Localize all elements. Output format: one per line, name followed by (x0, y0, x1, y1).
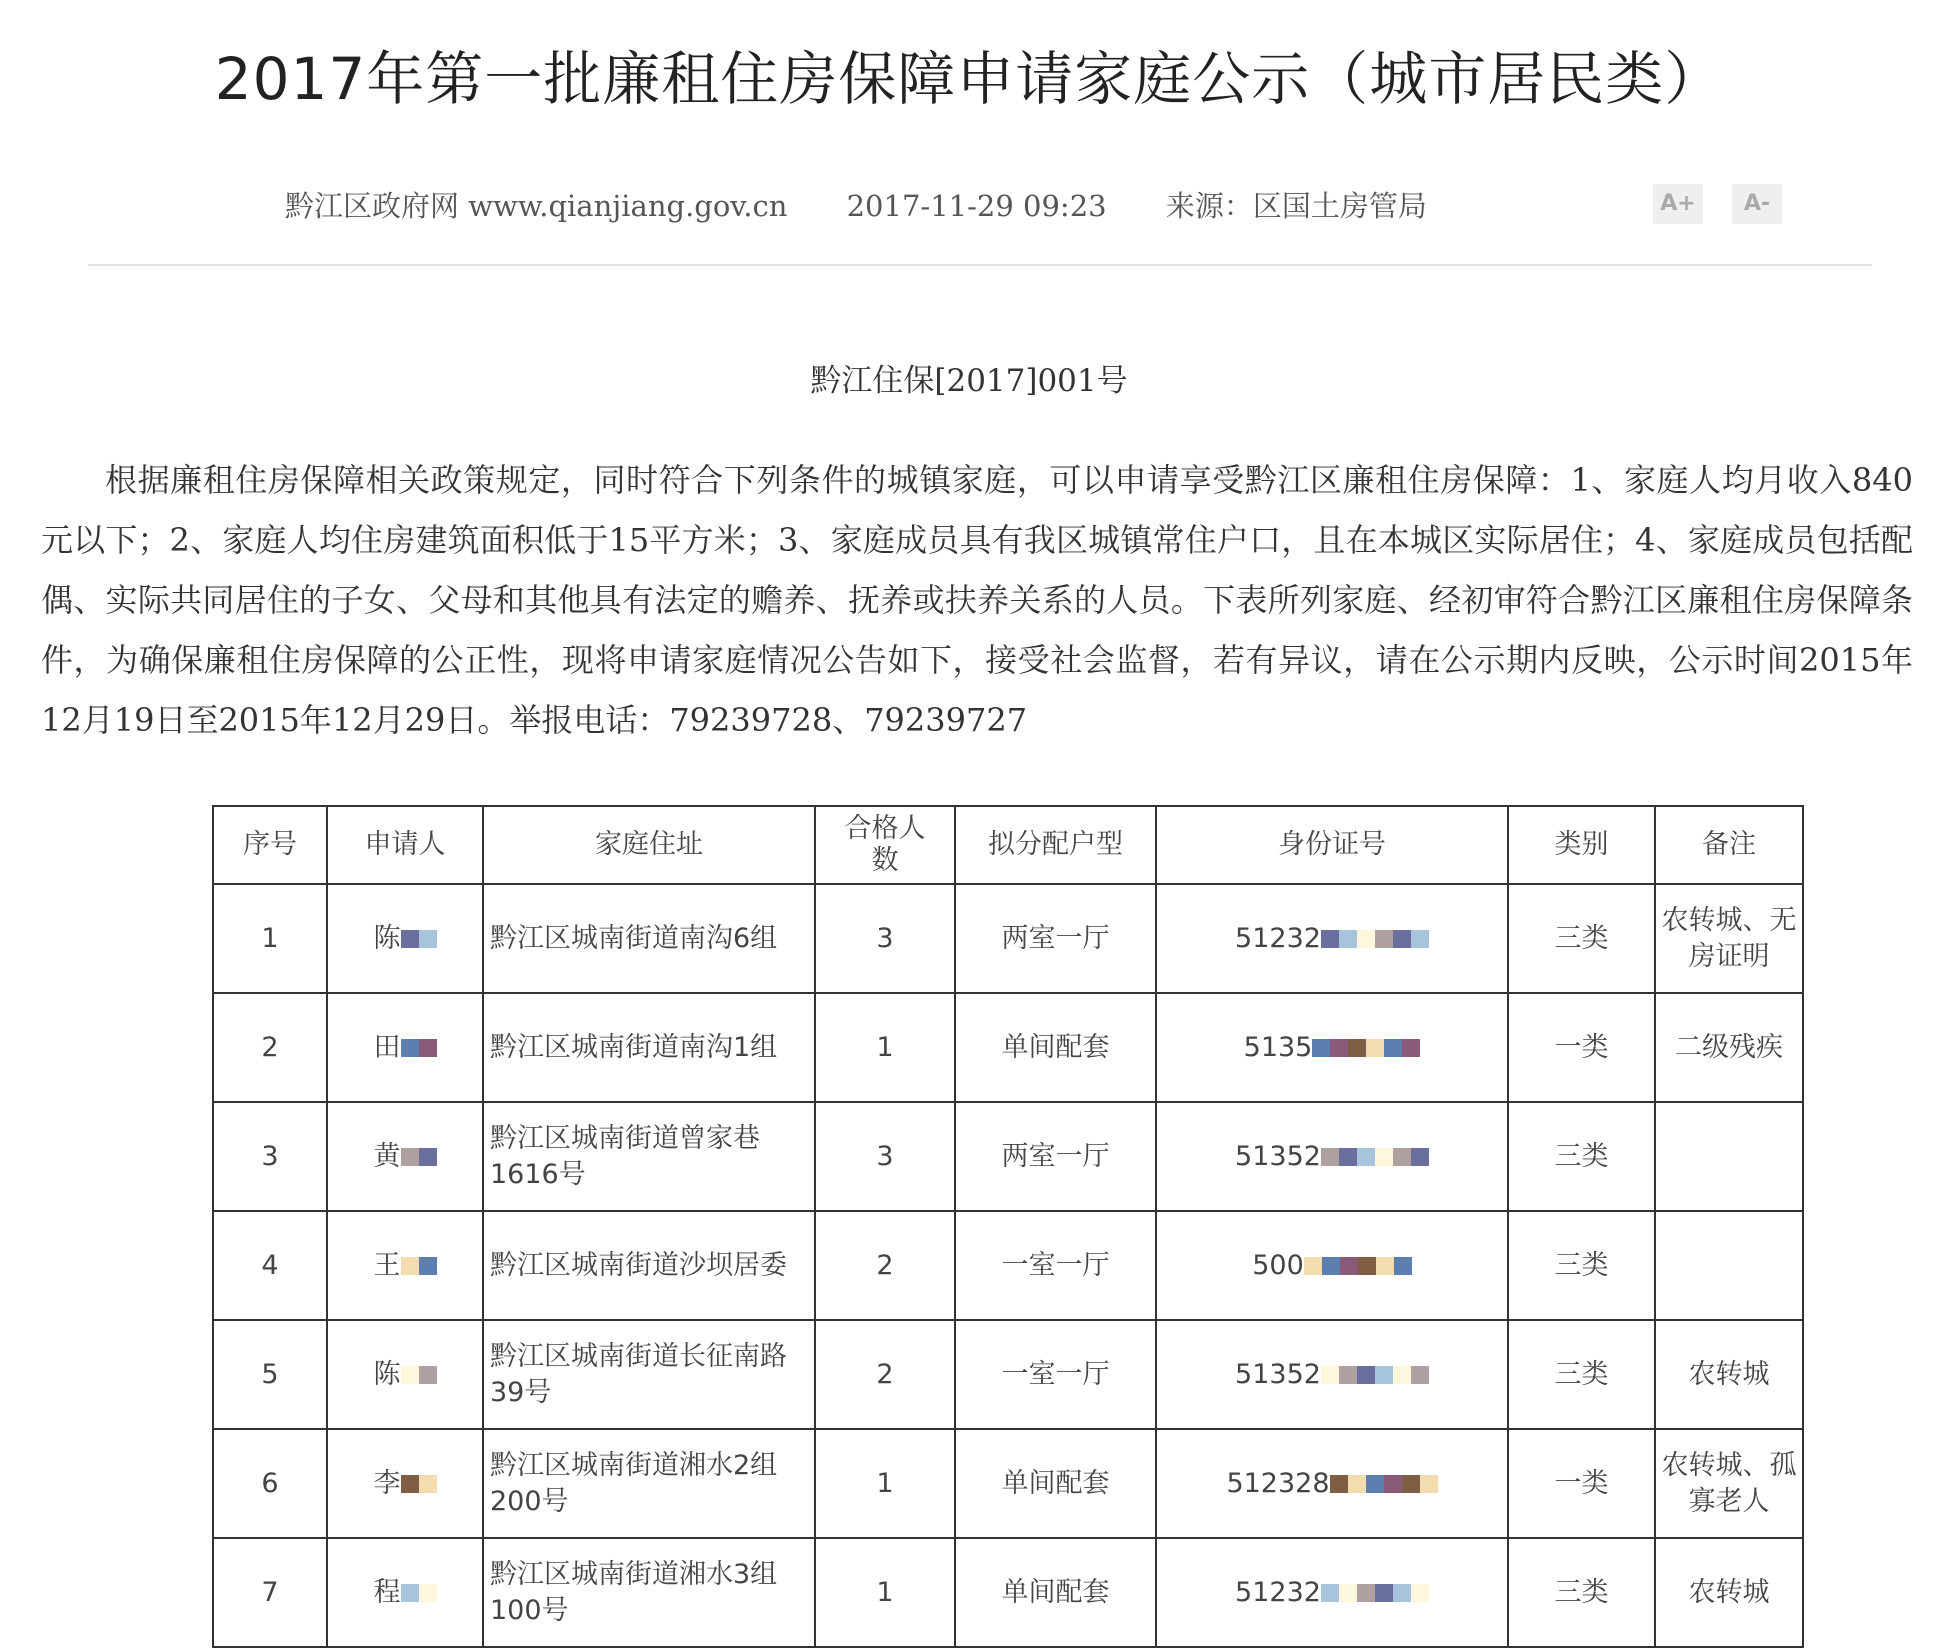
cell-address (483, 993, 815, 1102)
cell-text: 4 (261, 1249, 279, 1281)
cell-text: 5135 (1243, 1031, 1313, 1063)
redaction-blur (419, 1039, 437, 1057)
cell-id-number (1156, 993, 1508, 1102)
redaction-blur (1411, 1584, 1429, 1602)
cell-text: 512328 (1226, 1467, 1330, 1499)
cell-eligible-count (815, 1211, 955, 1320)
cell-applicant (327, 1320, 483, 1429)
redaction-blur (1339, 1148, 1357, 1166)
cell-unit-type (955, 1211, 1156, 1320)
cell-text: 两室一厅 (1001, 922, 1110, 954)
cell-id-number (1156, 1429, 1508, 1538)
cell-text: 一类 (1554, 1467, 1609, 1499)
cell-applicant (327, 1102, 483, 1211)
cell-address (483, 1538, 815, 1647)
cell-text: 黔江区城南街道南沟6组 (490, 922, 778, 954)
cell-index (213, 884, 327, 993)
redaction-blur (1322, 1257, 1340, 1275)
redaction-blur (1348, 1475, 1366, 1493)
cell-text: 1 (876, 1576, 894, 1608)
cell-eligible-count (815, 1320, 955, 1429)
document-number: 黔江住保[2017]001号 (810, 363, 1128, 399)
cell-category (1508, 993, 1655, 1102)
cell-text: 2 (876, 1249, 894, 1281)
redaction-blur (1376, 1257, 1394, 1275)
column-header: 类别 (1508, 806, 1655, 884)
redaction-blur (1393, 1584, 1411, 1602)
cell-eligible-count (815, 993, 955, 1102)
cell-text: 一类 (1554, 1031, 1609, 1063)
cell-applicant (327, 1538, 483, 1647)
column-header: 身份证号 (1156, 806, 1508, 884)
redaction-blur (1402, 1039, 1420, 1057)
column-header: 家庭住址 (483, 806, 815, 884)
cell-remarks (1655, 1538, 1803, 1647)
redaction-blur (401, 1366, 419, 1384)
redaction-blur (419, 1148, 437, 1166)
table-row (213, 1429, 1803, 1538)
cell-text: 2 (876, 1358, 894, 1390)
redaction-blur (1321, 1148, 1339, 1166)
redaction-blur (1330, 1475, 1348, 1493)
redaction-blur (1348, 1039, 1366, 1057)
redaction-blur (1357, 1366, 1375, 1384)
column-header: 申请人 (327, 806, 483, 884)
cell-text: 田 (373, 1031, 401, 1063)
redaction-blur (1375, 1366, 1393, 1384)
cell-category (1508, 1429, 1655, 1538)
cell-text: 1 (876, 1031, 894, 1063)
notice-paragraph: 根据廉租住房保障相关政策规定，同时符合下列条件的城镇家庭，可以申请享受黔江区廉租住房保障：1、家庭人均月收入840元以下；2、家庭人均住房建筑面积低于15平方米；3、家庭成员具有我区城镇常住户口，且在本城区实际居住；4、家庭成员包括配偶、实际共同居住的子女、父母和其他具有法定的赡养、抚养或扶养关系的人员。下表所列家庭、经初审符合黔江区廉租住房保障条件，为确保廉租住房保障的公正性，现将申请家庭情况公告如下，接受社会监督，若有异议，请在公示期内反映，公示时间2015年12月19日至2015年12月29日。举报电话：79239728、79239727 (41, 461, 1913, 739)
article-meta (285, 184, 1477, 225)
cell-text: 3 (876, 922, 894, 954)
cell-id-number (1156, 1211, 1508, 1320)
cell-text: 7 (261, 1576, 279, 1608)
cell-text: 三类 (1554, 1249, 1609, 1281)
table-row (213, 1538, 1803, 1647)
cell-text: 2 (261, 1031, 279, 1063)
redaction-blur (1340, 1257, 1358, 1275)
cell-id-number (1156, 1102, 1508, 1211)
applicant-table (212, 805, 1804, 1648)
redaction-blur (1411, 1366, 1429, 1384)
cell-unit-type (955, 1320, 1156, 1429)
cell-remarks (1655, 1320, 1803, 1429)
cell-remarks (1655, 993, 1803, 1102)
redaction-blur (1384, 1475, 1402, 1493)
cell-unit-type (955, 993, 1156, 1102)
cell-text: 51232 (1235, 1576, 1321, 1608)
publish-datetime: 2017-11-29 09:23 (846, 189, 1107, 223)
redaction-blur (1402, 1475, 1420, 1493)
cell-text: 黔江区城南街道湘水3组100号 (490, 1558, 778, 1626)
cell-text: 3 (876, 1140, 894, 1172)
cell-index (213, 1538, 327, 1647)
cell-unit-type (955, 1102, 1156, 1211)
redaction-blur (1304, 1257, 1322, 1275)
redaction-blur (401, 1148, 419, 1166)
cell-index (213, 1429, 327, 1538)
cell-text: 二级残疾 (1675, 1031, 1783, 1063)
cell-text: 三类 (1554, 1576, 1609, 1608)
cell-text: 6 (261, 1467, 279, 1499)
source: 来源：区国土房管局 (1165, 189, 1427, 223)
cell-text: 陈 (373, 922, 401, 954)
cell-text: 1 (876, 1467, 894, 1499)
cell-address (483, 1320, 815, 1429)
redaction-blur (401, 1475, 419, 1493)
redaction-blur (1330, 1039, 1348, 1057)
cell-index (213, 1102, 327, 1211)
redaction-blur (419, 1257, 437, 1275)
column-header: 序号 (213, 806, 327, 884)
redaction-blur (401, 1039, 419, 1057)
redaction-blur (419, 1584, 437, 1602)
cell-text: 三类 (1554, 1140, 1609, 1172)
redaction-blur (1321, 1366, 1339, 1384)
redaction-blur (1411, 930, 1429, 948)
cell-text: 三类 (1554, 1358, 1609, 1390)
redaction-blur (401, 930, 419, 948)
cell-id-number (1156, 1320, 1508, 1429)
cell-remarks (1655, 1429, 1803, 1538)
redaction-blur (1358, 1257, 1376, 1275)
column-header: 合格人数 (815, 806, 955, 884)
cell-remarks (1655, 1211, 1803, 1320)
table-row (213, 1102, 1803, 1211)
cell-unit-type (955, 1538, 1156, 1647)
cell-category (1508, 1320, 1655, 1429)
redaction-blur (1375, 1584, 1393, 1602)
redaction-blur (1411, 1148, 1429, 1166)
cell-text: 两室一厅 (1001, 1140, 1110, 1172)
cell-text: 单间配套 (1001, 1467, 1110, 1499)
table-header-row (213, 806, 1803, 884)
cell-text: 500 (1252, 1249, 1304, 1281)
redaction-blur (1393, 1366, 1411, 1384)
page-title: 2017年第一批廉租住房保障申请家庭公示（城市居民类） (214, 45, 1724, 113)
cell-text: 一室一厅 (1001, 1358, 1110, 1390)
redaction-blur (1420, 1475, 1438, 1493)
redaction-blur (1339, 1366, 1357, 1384)
cell-text: 黔江区城南街道湘水2组200号 (490, 1449, 778, 1517)
table-row (213, 993, 1803, 1102)
font-increase-button[interactable]: A+ (1653, 184, 1703, 224)
table-row (213, 1320, 1803, 1429)
redaction-blur (401, 1257, 419, 1275)
cell-text: 单间配套 (1001, 1031, 1110, 1063)
table-row (213, 1211, 1803, 1320)
cell-index (213, 1320, 327, 1429)
cell-address (483, 1211, 815, 1320)
cell-category (1508, 1211, 1655, 1320)
redaction-blur (1312, 1039, 1330, 1057)
cell-text: 3 (261, 1140, 279, 1172)
cell-text: 一室一厅 (1001, 1249, 1110, 1281)
cell-remarks (1655, 1102, 1803, 1211)
cell-text: 51352 (1235, 1358, 1321, 1390)
cell-eligible-count (815, 884, 955, 993)
cell-text: 黔江区城南街道沙坝居委 (490, 1249, 787, 1281)
redaction-blur (419, 1366, 437, 1384)
cell-eligible-count (815, 1429, 955, 1538)
redaction-blur (1366, 1475, 1384, 1493)
cell-text: 51232 (1235, 922, 1321, 954)
cell-text: 农转城、无房证明 (1661, 904, 1797, 972)
cell-address (483, 884, 815, 993)
redaction-blur (401, 1584, 419, 1602)
cell-text: 农转城、孤寡老人 (1661, 1449, 1797, 1517)
cell-text: 单间配套 (1001, 1576, 1110, 1608)
cell-eligible-count (815, 1102, 955, 1211)
redaction-blur (1357, 1584, 1375, 1602)
table-row (213, 884, 1803, 993)
font-decrease-button[interactable]: A- (1732, 184, 1782, 224)
cell-text: 王 (373, 1249, 401, 1281)
redaction-blur (1393, 1148, 1411, 1166)
redaction-blur (1321, 930, 1339, 948)
cell-applicant (327, 1429, 483, 1538)
redaction-blur (1357, 1148, 1375, 1166)
cell-category (1508, 1102, 1655, 1211)
cell-text: 1 (261, 922, 279, 954)
cell-text: 陈 (373, 1358, 401, 1390)
divider (88, 264, 1872, 266)
cell-text: 李 (373, 1467, 401, 1499)
cell-eligible-count (815, 1538, 955, 1647)
redaction-blur (1321, 1584, 1339, 1602)
cell-text: 黔江区城南街道南沟1组 (490, 1031, 778, 1063)
redaction-blur (1366, 1039, 1384, 1057)
cell-text: 三类 (1554, 922, 1609, 954)
redaction-blur (1384, 1039, 1402, 1057)
redaction-blur (419, 930, 437, 948)
cell-text: 5 (261, 1358, 279, 1390)
cell-applicant (327, 993, 483, 1102)
redaction-blur (1393, 930, 1411, 948)
redaction-blur (1339, 930, 1357, 948)
redaction-blur (1357, 930, 1375, 948)
cell-text: 黔江区城南街道长征南路39号 (490, 1340, 787, 1408)
cell-text: 农转城 (1688, 1576, 1770, 1608)
cell-unit-type (955, 884, 1156, 993)
cell-applicant (327, 1211, 483, 1320)
column-header: 拟分配户型 (955, 806, 1156, 884)
cell-index (213, 993, 327, 1102)
redaction-blur (1375, 1148, 1393, 1166)
redaction-blur (1394, 1257, 1412, 1275)
cell-address (483, 1102, 815, 1211)
cell-text: 程 (373, 1576, 401, 1608)
cell-category (1508, 1538, 1655, 1647)
cell-index (213, 1211, 327, 1320)
redaction-blur (419, 1475, 437, 1493)
cell-id-number (1156, 1538, 1508, 1647)
site-name: 黔江区政府网 www.qianjiang.gov.cn (285, 189, 788, 223)
column-header: 备注 (1655, 806, 1803, 884)
cell-unit-type (955, 1429, 1156, 1538)
cell-category (1508, 884, 1655, 993)
cell-address (483, 1429, 815, 1538)
cell-text: 黄 (373, 1140, 401, 1172)
redaction-blur (1339, 1584, 1357, 1602)
cell-text: 51352 (1235, 1140, 1321, 1172)
cell-applicant (327, 884, 483, 993)
redaction-blur (1375, 930, 1393, 948)
cell-id-number (1156, 884, 1508, 993)
cell-text: 农转城 (1688, 1358, 1770, 1390)
cell-remarks (1655, 884, 1803, 993)
cell-text: 黔江区城南街道曾家巷1616号 (490, 1122, 760, 1190)
